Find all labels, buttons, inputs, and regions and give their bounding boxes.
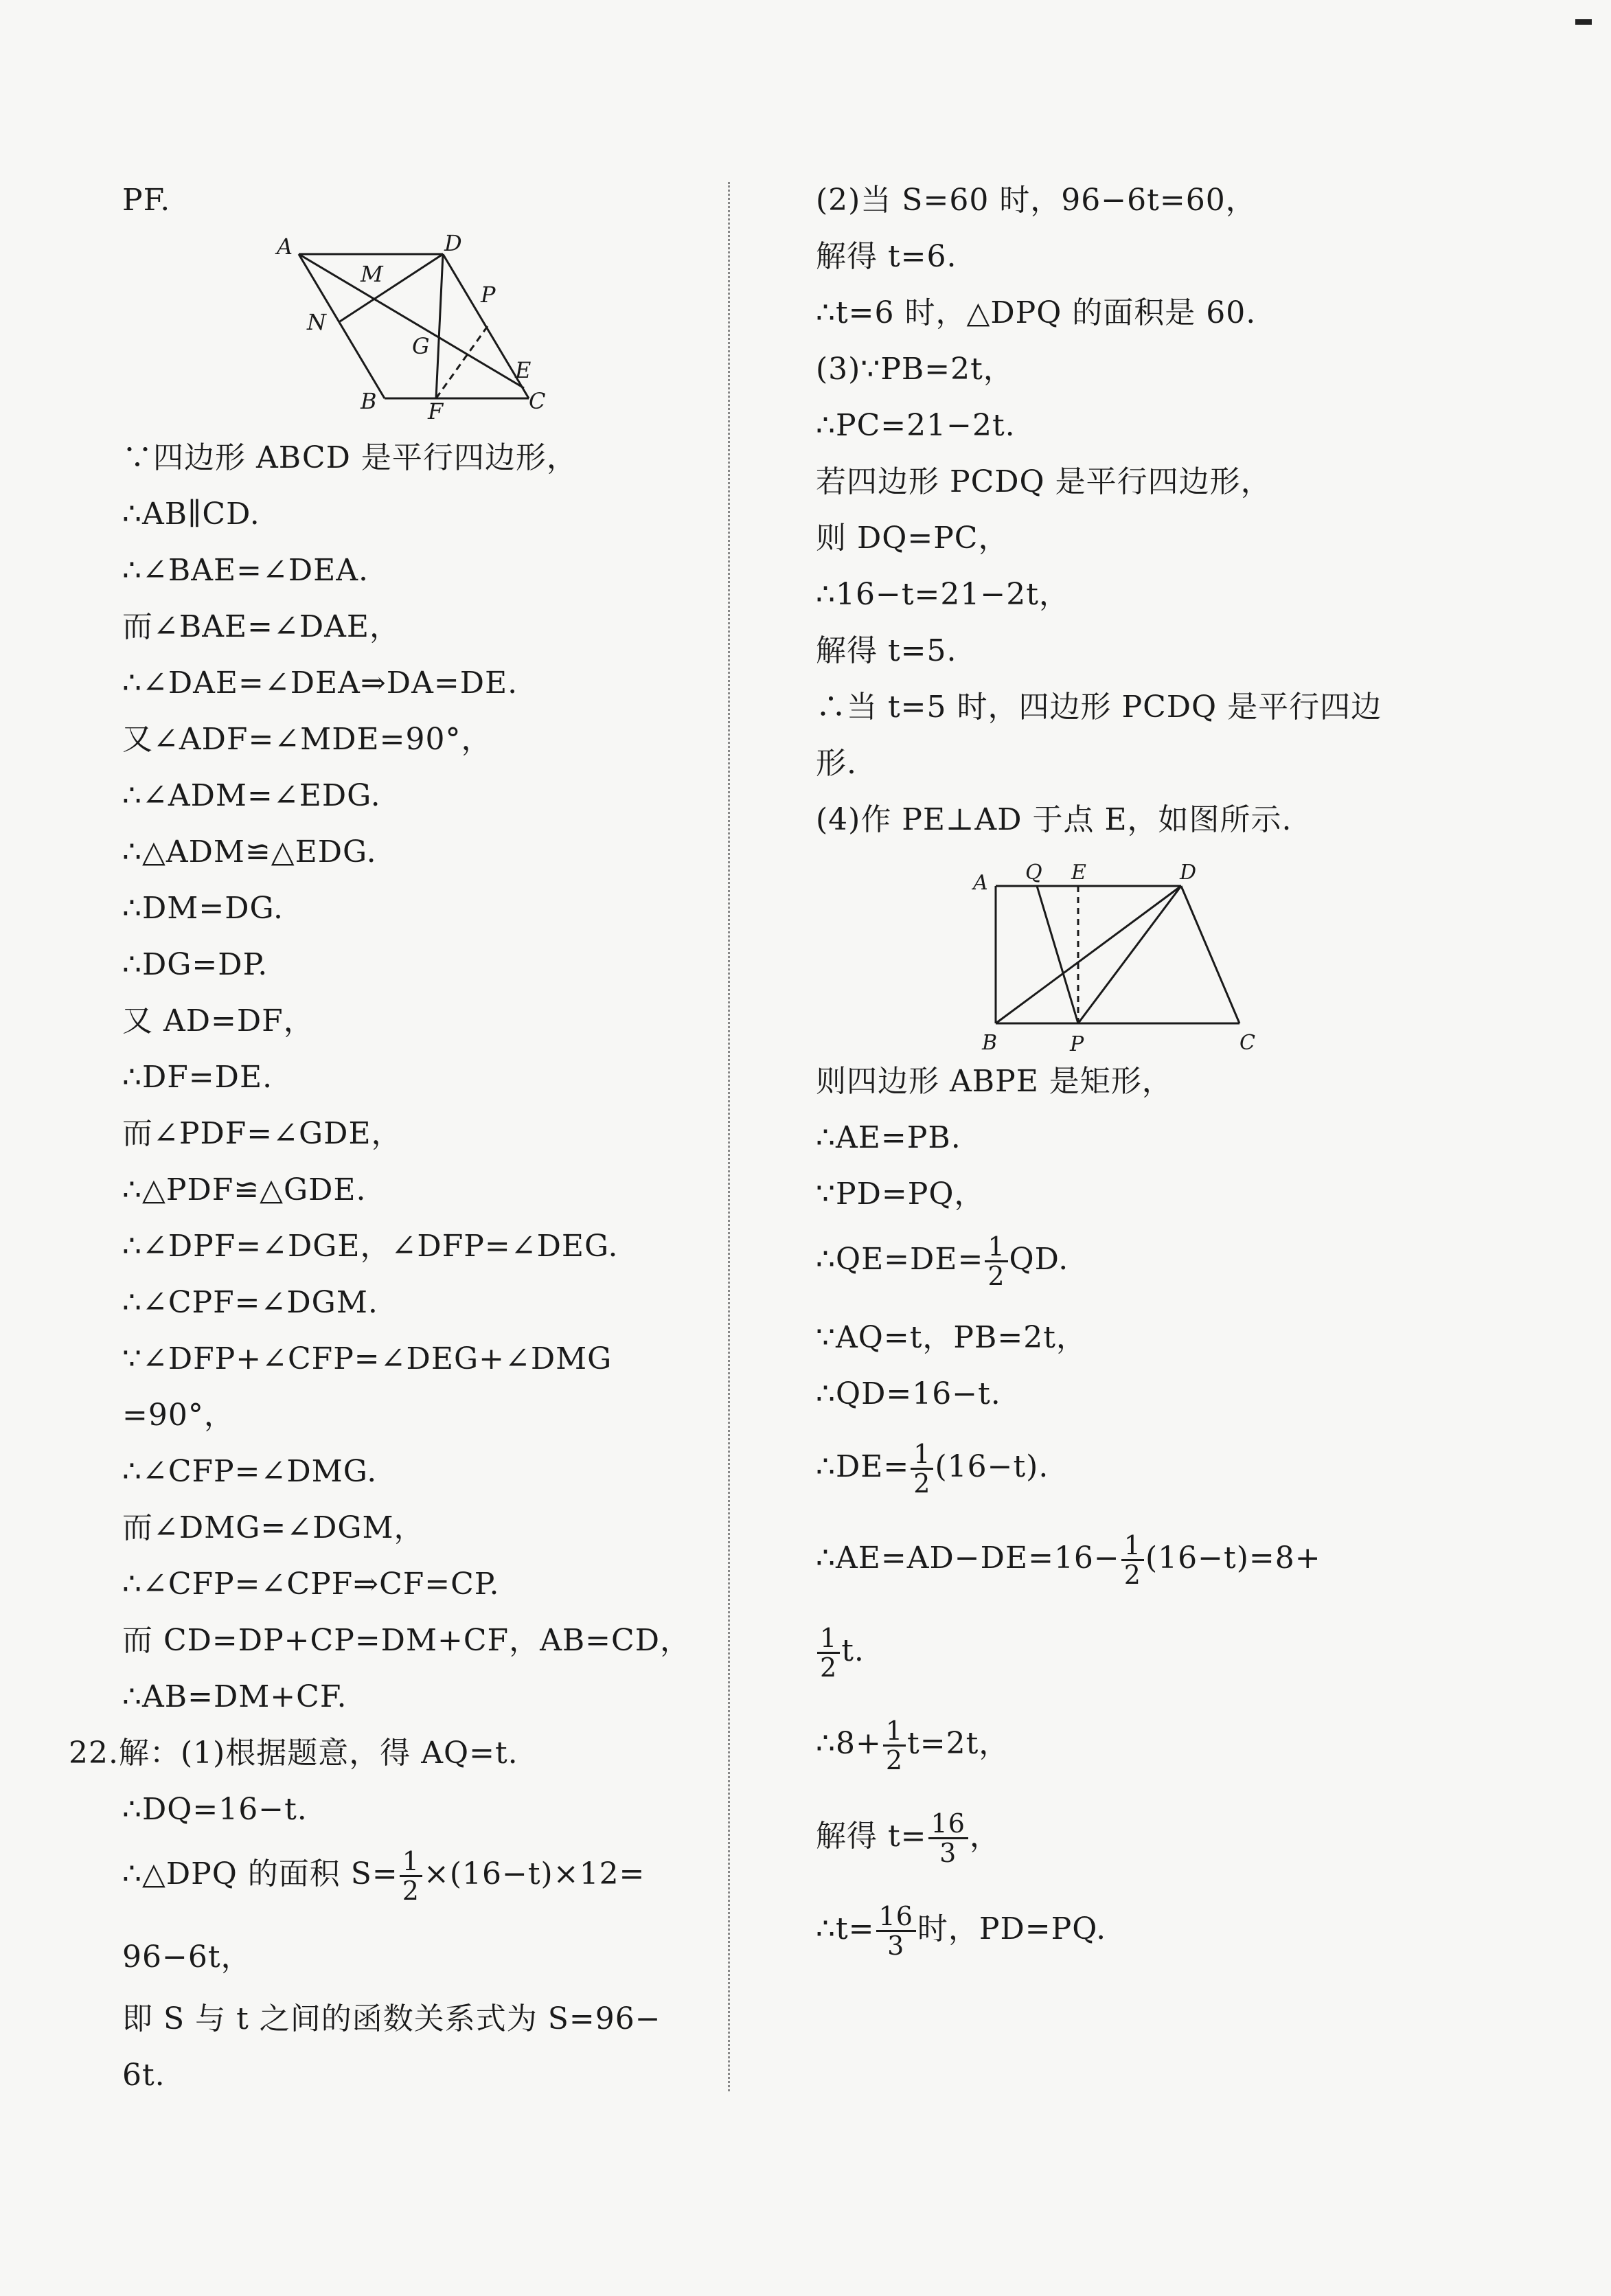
text-line: ∴当 t=5 时，四边形 PCDQ 是平行四边 [816, 690, 1382, 725]
text-line: ∴DQ=16−t. [122, 1792, 308, 1827]
text-line: ∵四边形 ABCD 是平行四边形， [122, 440, 578, 475]
text-line: ∵PD=PQ， [816, 1177, 985, 1212]
fraction: $\frac{16}{3}$ [876, 1902, 916, 1959]
text-line: 6t. [122, 2058, 165, 2093]
text-line: 解得 t=6. [816, 239, 957, 274]
label-M: M [361, 261, 383, 287]
text-line: ∴DM=DG. [122, 891, 284, 926]
label-B: B [361, 388, 377, 414]
text-line: ∴∠DPF=∠DGE，∠DFP=∠DEG. [122, 1229, 619, 1264]
figure-parallelogram [271, 234, 546, 426]
text-line: ∴16−t=21−2t， [816, 577, 1070, 612]
label-D: D [444, 234, 462, 256]
label-E: E [1071, 861, 1086, 885]
text-line: ∴∠CFP=∠CPF⇒CF=CP. [122, 1567, 500, 1602]
column-divider [728, 182, 730, 2091]
text-line: ∴∠BAE=∠DEA. [122, 553, 369, 588]
figure-trapezoid [972, 859, 1288, 1058]
text-line: ∴AB=DM+CF. [122, 1679, 347, 1714]
label-E: E [515, 357, 532, 383]
label-C: C [1239, 1031, 1255, 1055]
text-line: ∴QD=16−t. [816, 1376, 1001, 1411]
text-line: (4)作 PE⊥AD 于点 E，如图所示. [816, 802, 1292, 837]
fraction: $\frac{16}{3}$ [928, 1810, 968, 1867]
text-line: ∵∠DFP+∠CFP=∠DEG+∠DMG [122, 1341, 613, 1376]
label-A: A [973, 871, 988, 895]
text-line: ∴∠CPF=∠DGM. [122, 1285, 378, 1320]
label-G: G [412, 333, 430, 359]
fraction: $\frac{1}{2}$ [1121, 1532, 1144, 1589]
label-P: P [481, 282, 496, 308]
fraction: $\frac{1}{2}$ [985, 1233, 1007, 1290]
text-line: ∴DG=DP. [122, 947, 268, 982]
label-C: C [529, 388, 546, 414]
text-line: 若四边形 PCDQ 是平行四边形， [816, 464, 1272, 499]
label-Q: Q [1025, 861, 1042, 885]
problem-22-heading: 22.解：(1)根据题意，得 AQ=t. [69, 1736, 518, 1771]
text-line: 即 S 与 t 之间的函数关系式为 S=96− [122, 2001, 661, 2036]
text-line: ∴PC=21−2t. [816, 408, 1016, 443]
label-D: D [1180, 861, 1197, 885]
text-line: ∴AE=PB. [816, 1120, 961, 1155]
fraction: $\frac{1}{2}$ [883, 1717, 906, 1774]
text-line: 又∠ADF=∠MDE=90°， [122, 722, 492, 757]
text-line-with-fraction: ∴△DPQ 的面积 S= $\frac{1}{2}$ ×(16−t)×12= [122, 1846, 645, 1906]
label-B: B [982, 1031, 998, 1055]
text-line: ∴t=6 时，△DPQ 的面积是 60. [816, 295, 1257, 330]
label-F: F [428, 398, 444, 424]
text-line: 则 DQ=PC， [816, 521, 1009, 556]
text-line: ∴△PDF≌△GDE. [122, 1172, 367, 1207]
text-line: (2)当 S=60 时，96−6t=60， [816, 183, 1257, 218]
text-line-with-fraction: 解得 t= $\frac{16}{3}$ ， [816, 1808, 1001, 1868]
text-line-with-fraction: $\frac{1}{2}$ t. [816, 1624, 865, 1681]
text-line: 而∠BAE=∠DAE， [122, 609, 401, 644]
text-line: ∴AB∥CD. [122, 497, 260, 532]
text-line: 96−6t， [122, 1940, 252, 1975]
text-line-with-fraction: ∴AE=AD−DE=16− $\frac{1}{2}$ (16−t)=8+ [816, 1530, 1321, 1590]
text-line: 而∠PDF=∠GDE， [122, 1116, 402, 1151]
label-A: A [277, 234, 293, 260]
text-line: 而 CD=DP+CP=DM+CF，AB=CD， [122, 1623, 691, 1658]
text-line: 而∠DMG=∠DGM， [122, 1510, 425, 1545]
text-line: 又 AD=DF， [122, 1003, 315, 1038]
text-line-with-fraction: ∴DE= $\frac{1}{2}$ (16−t). [816, 1439, 1049, 1499]
label-P: P [1070, 1032, 1084, 1056]
text-line: PF. [122, 183, 171, 218]
text-line: ∴∠CFP=∠DMG. [122, 1454, 378, 1489]
text-line: 解得 t=5. [816, 633, 957, 668]
text-line: (3)∵PB=2t， [816, 352, 1014, 387]
text-line: ∵AQ=t，PB=2t， [816, 1320, 1087, 1355]
label-N: N [307, 309, 326, 335]
fraction: $\frac{1}{2}$ [911, 1440, 933, 1497]
corner-mark [1575, 19, 1592, 25]
text-line: 则四边形 ABPE 是矩形， [816, 1064, 1173, 1099]
text-line: ∴∠DAE=∠DEA⇒DA=DE. [122, 666, 518, 701]
text-line-with-fraction: ∴QE=DE= $\frac{1}{2}$ QD. [816, 1231, 1069, 1291]
fraction: $\frac{1}{2}$ [817, 1624, 840, 1681]
text-line-with-fraction: ∴8+ $\frac{1}{2}$ t=2t， [816, 1716, 1010, 1775]
fraction: $\frac{1}{2}$ [400, 1848, 422, 1905]
text-line: ∴∠ADM=∠EDG. [122, 778, 381, 813]
text-line: ∴DF=DE. [122, 1060, 273, 1095]
text-line: ∴△ADM≌△EDG. [122, 834, 377, 869]
text-line-with-fraction: ∴t= $\frac{16}{3}$ 时，PD=PQ. [816, 1901, 1107, 1961]
text-line: 形. [816, 746, 857, 781]
text-line: =90°， [122, 1398, 235, 1433]
